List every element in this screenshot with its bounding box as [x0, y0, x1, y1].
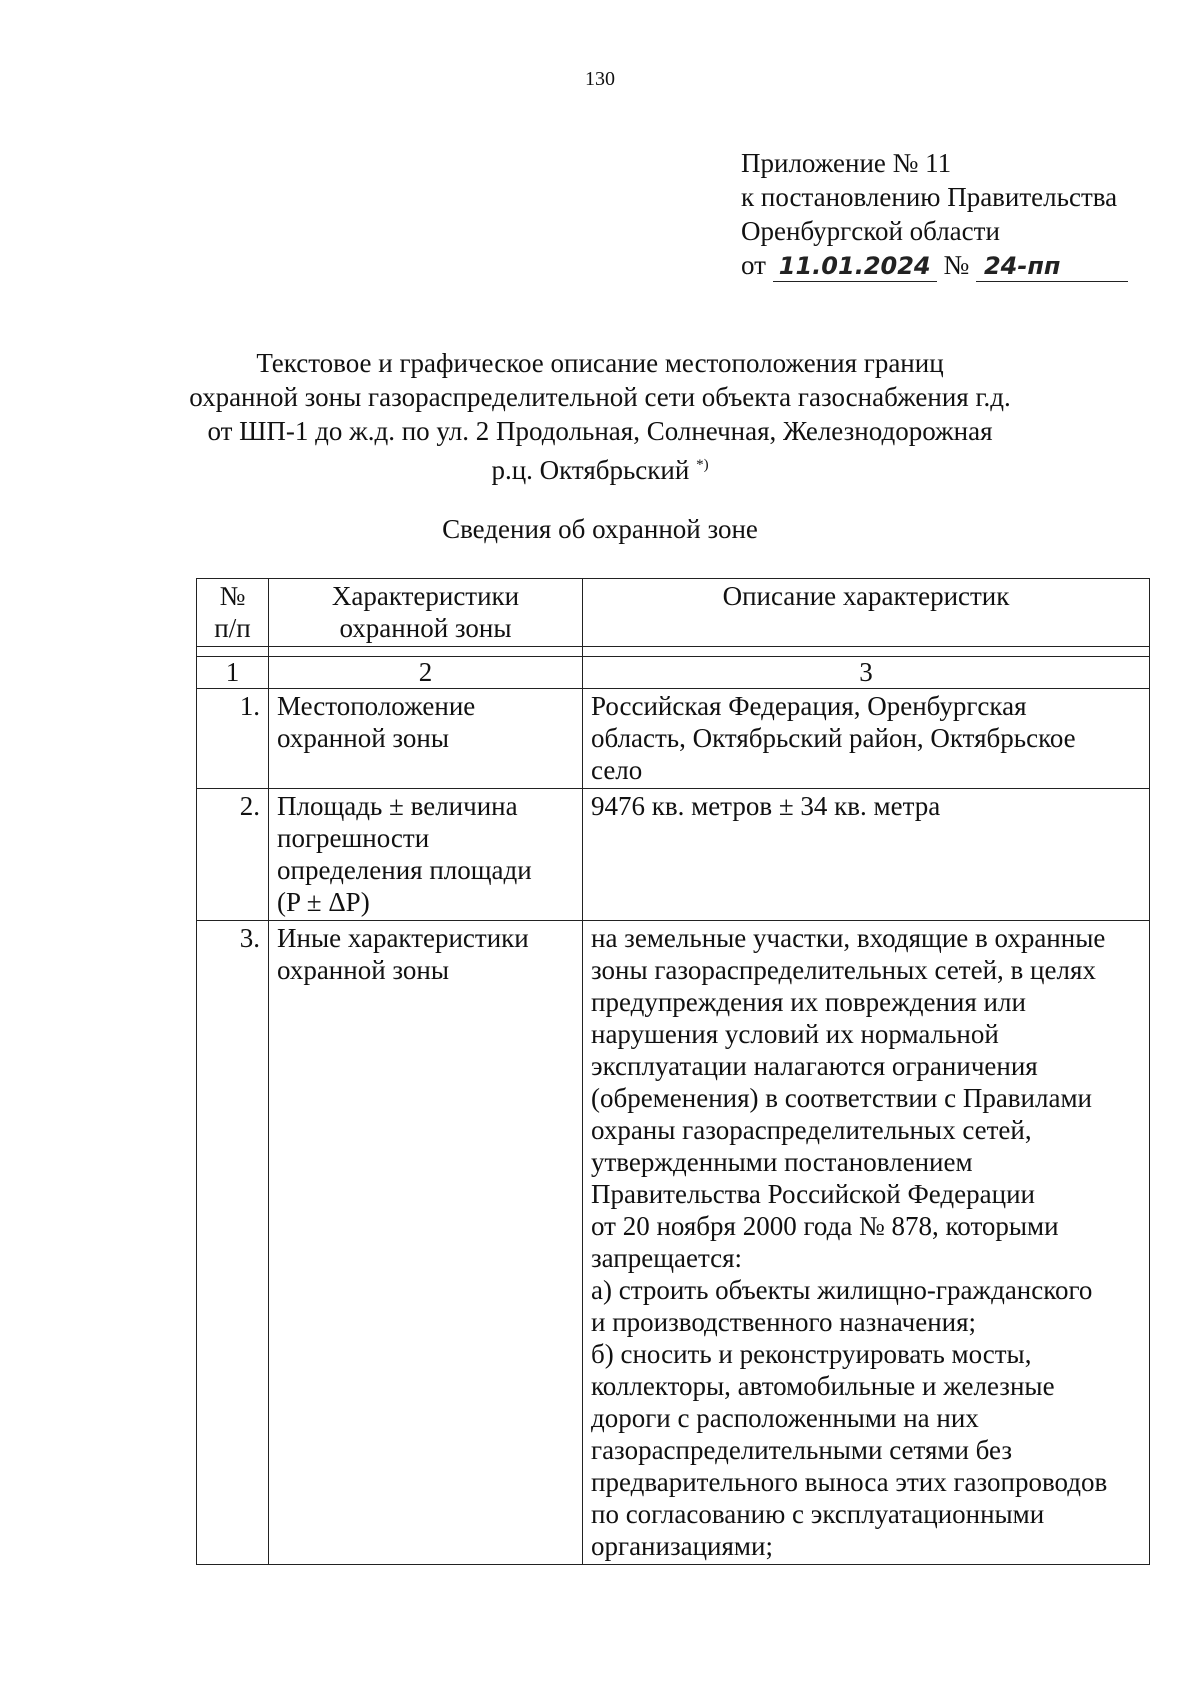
column-number-row	[197, 657, 1150, 689]
number-label: №	[943, 250, 970, 280]
header-cell-characteristic: Характеристики охранной зоны	[269, 579, 583, 647]
row-number: 3.	[197, 921, 269, 1565]
title-line-text: р.ц. Октябрьский	[491, 455, 690, 485]
row-characteristic: Местоположение охранной зоны	[269, 689, 583, 789]
appendix-decree: к постановлению Правительства	[741, 182, 1118, 212]
handwritten-date: 11.01.2024	[773, 251, 937, 282]
title-line: Текстовое и графическое описание местоположения границ	[256, 348, 944, 378]
header-cell-number: № п/п	[197, 579, 269, 647]
table-row	[197, 689, 1150, 789]
handwritten-number: 24-пп	[976, 251, 1128, 282]
row-number: 2.	[197, 789, 269, 921]
appendix-region: Оренбургской области	[741, 216, 1000, 246]
table-row	[197, 921, 1150, 1565]
footnote-mark: *)	[696, 457, 709, 473]
appendix-title: Приложение № 11	[741, 148, 952, 178]
section-subtitle: Сведения об охранной зоне	[442, 514, 758, 544]
appendix-date-line	[741, 248, 1128, 282]
table-row	[197, 789, 1150, 921]
header-gap	[197, 647, 1150, 657]
column-number: 3	[583, 657, 1150, 689]
row-description: Российская Федерация, Оренбургская область, Октябрьский район, Октябрьское село	[583, 689, 1150, 789]
row-description: на земельные участки, входящие в охранные зоны газораспределительных сетей, в целях предупреждения их повреждения или нарушения условий их нормальной эксплуатации налагаются ограничения (обременения) в соответствии с Правилами охраны газораспределительных сетей, утвержденными постановлением Правительства Российской Федерации от 20 ноября 2000 года № 878, которыми запрещается: а) строить объекты жилищно-гражданского и производственного назначения; б) сносить и реконструировать мосты, коллекторы, автомобильные и железные дороги с расположенными на них газораспределительными сетями без предварительного выноса этих газопроводов по согласованию с эксплуатационными организациями;	[583, 921, 1150, 1565]
header-cell-description: Описание характеристик	[583, 579, 1150, 647]
column-number: 2	[269, 657, 583, 689]
page-number: 130	[585, 68, 615, 90]
appendix-block	[741, 146, 1128, 282]
title-line: охранной зоны газораспределительной сети объекта газоснабжения г.д.	[189, 382, 1011, 412]
protection-zone-table	[196, 578, 1150, 1565]
document-title	[0, 346, 1200, 487]
column-number: 1	[197, 657, 269, 689]
table-header-row	[197, 579, 1150, 647]
row-characteristic: Площадь ± величина погрешности определения площади (P ± ΔP)	[269, 789, 583, 921]
title-line	[0, 448, 1200, 487]
row-number: 1.	[197, 689, 269, 789]
row-characteristic: Иные характеристики охранной зоны	[269, 921, 583, 1565]
row-description: 9476 кв. метров ± 34 кв. метра	[583, 789, 1150, 921]
title-line: от ШП-1 до ж.д. по ул. 2 Продольная, Солнечная, Железнодорожная	[207, 416, 993, 446]
from-label: от	[741, 250, 766, 280]
